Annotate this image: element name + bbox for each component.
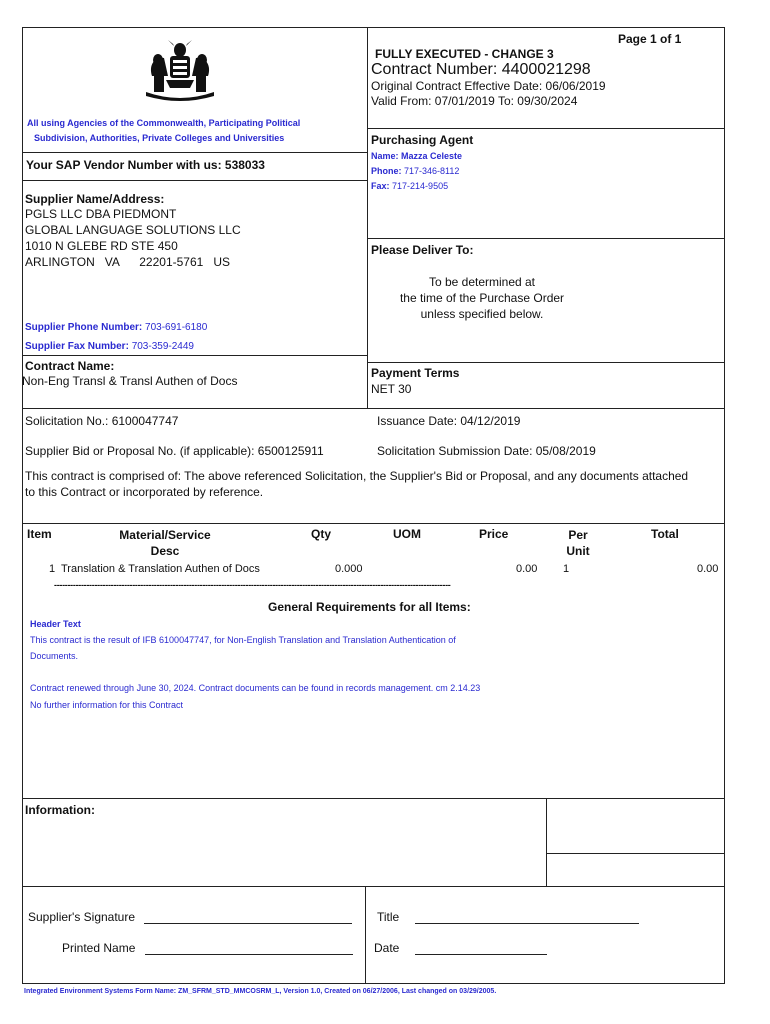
hline-9 [22, 798, 725, 799]
date-label: Date [374, 941, 400, 955]
commonwealth-seal-icon [140, 36, 220, 102]
contract-status: FULLY EXECUTED - CHANGE 3 [375, 47, 554, 61]
general-p1b: Documents. [30, 651, 79, 661]
sig-divider [365, 886, 366, 984]
col-desc-line2: Desc [150, 544, 180, 558]
col-per-line2: Unit [566, 544, 590, 558]
supplier-phone [25, 322, 207, 333]
title-field[interactable] [377, 910, 639, 924]
row-qty: 0.000 [335, 563, 363, 575]
supplier-phone-label: Supplier Phone Number: [25, 322, 143, 333]
header-text-label: Header Text [30, 619, 81, 629]
supplier-line-4: ARLINGTON VA 22201-5761 US [25, 255, 230, 269]
info-divider-1 [546, 798, 547, 886]
agent-phone-label: Phone: [371, 166, 402, 176]
agencies-line1: All using Agencies of the Commonwealth, Participating Political [27, 118, 301, 128]
supplier-label: Supplier Name/Address: [25, 192, 165, 206]
hline-4 [367, 238, 725, 239]
general-p1a: This contract is the result of IFB 6100047747, for Non-English Translation and Translation Authentication of [30, 635, 456, 645]
row-item: 1 [49, 563, 56, 575]
agent-fax-value: 717-214-9505 [392, 181, 449, 191]
agent-fax [371, 181, 448, 191]
deliver-line-1: To be determined at [428, 275, 536, 289]
date-field[interactable] [374, 941, 547, 955]
supplier-fax [25, 341, 194, 352]
issuance-date: Issuance Date: 04/12/2019 [377, 414, 521, 428]
row-total: 0.00 [697, 563, 719, 575]
comprised-line-1: This contract is comprised of: The above referenced Solicitation, the Supplier's Bid or Proposal, and any documents attached [25, 469, 689, 483]
col-per [558, 527, 598, 559]
agent-phone [371, 166, 459, 176]
deliver-label: Please Deliver To: [371, 243, 474, 257]
col-total: Total [651, 527, 679, 541]
supplier-line-1: PGLS LLC DBA PIEDMONT [25, 207, 177, 221]
hline-5 [22, 355, 367, 356]
hline-2 [22, 152, 367, 153]
printed-name-label: Printed Name [62, 941, 136, 955]
vendor-number: Your SAP Vendor Number with us: 538033 [26, 158, 265, 172]
title-line[interactable] [415, 923, 639, 924]
printed-name-line[interactable] [145, 954, 353, 955]
supplier-signature-field[interactable] [28, 910, 352, 924]
general-title: General Requirements for all Items: [268, 600, 471, 614]
general-p2: Contract renewed through June 30, 2024. Contract documents can be found in records management. cm 2.14.23 [30, 683, 481, 693]
col-per-line1: Per [568, 528, 588, 542]
supplier-signature-line[interactable] [144, 923, 352, 924]
payment-value: NET 30 [371, 382, 412, 396]
bid-number: Supplier Bid or Proposal No. (if applicable): 6500125911 [25, 444, 324, 458]
agent-name-label: Name: [371, 151, 399, 161]
hline-6 [367, 362, 725, 363]
footer-form-name: Integrated Environment Systems Form Name: ZM_SFRM_STD_MMCOSRM_L, Version 1.0, Created on 06/27/2006, Last changed on 03/29/2005. [24, 988, 497, 995]
agent-name-value: Mazza Celeste [401, 151, 463, 161]
row-desc: Translation & Translation Authen of Docs [61, 563, 260, 575]
general-p3: No further information for this Contract [30, 700, 184, 710]
deliver-line-3: unless specified below. [420, 307, 544, 321]
deliver-line-2: the time of the Purchase Order [399, 291, 565, 305]
col-qty: Qty [311, 527, 332, 541]
hline-10 [22, 886, 725, 887]
contract-number: Contract Number: 4400021298 [371, 61, 591, 78]
hline-1 [367, 128, 725, 129]
col-desc-line1: Material/Service [119, 528, 211, 542]
col-price: Price [479, 527, 509, 541]
date-line[interactable] [415, 954, 547, 955]
hline-7 [22, 408, 725, 409]
agent-fax-label: Fax: [371, 181, 390, 191]
supplier-fax-value: 703-359-2449 [131, 341, 194, 352]
contract-name-label: Contract Name: [25, 359, 115, 373]
hline-3 [22, 180, 367, 181]
supplier-signature-label: Supplier's Signature [28, 910, 136, 924]
table-separator: --------------------------------------------------------------------------------------------------------------------------------------------------- [54, 580, 451, 590]
supplier-phone-value: 703-691-6180 [145, 322, 208, 333]
valid-period: Valid From: 07/01/2019 To: 09/30/2024 [371, 94, 578, 108]
col-desc [100, 527, 230, 559]
page-indicator: Page 1 of 1 [618, 32, 682, 46]
information-label: Information: [25, 803, 95, 817]
effective-date: Original Contract Effective Date: 06/06/2019 [371, 79, 606, 93]
submission-date: Solicitation Submission Date: 05/08/2019 [377, 444, 596, 458]
supplier-fax-label: Supplier Fax Number: [25, 341, 129, 352]
hline-info [546, 853, 725, 854]
title-label: Title [377, 910, 400, 924]
row-price: 0.00 [516, 563, 538, 575]
deliver-block [367, 274, 597, 322]
comprised-line-2: to this Contract or incorporated by reference. [25, 485, 264, 499]
printed-name-field[interactable] [62, 941, 353, 955]
col-item: Item [27, 527, 52, 541]
hline-8 [22, 523, 725, 524]
payment-label: Payment Terms [371, 366, 460, 380]
contract-name-value: Non-Eng Transl & Transl Authen of Docs [22, 374, 238, 388]
agent-name [371, 151, 462, 161]
supplier-line-3: 1010 N GLEBE RD STE 450 [25, 239, 178, 253]
agent-label: Purchasing Agent [371, 133, 474, 147]
row-per: 1 [563, 563, 570, 575]
header-divider [367, 27, 368, 408]
solicitation-number: Solicitation No.: 6100047747 [25, 414, 179, 428]
col-uom: UOM [393, 527, 421, 541]
agencies-line2: Subdivision, Authorities, Private Colleges and Universities [34, 133, 285, 143]
supplier-line-2: GLOBAL LANGUAGE SOLUTIONS LLC [25, 223, 241, 237]
agent-phone-value: 717-346-8112 [404, 166, 460, 176]
